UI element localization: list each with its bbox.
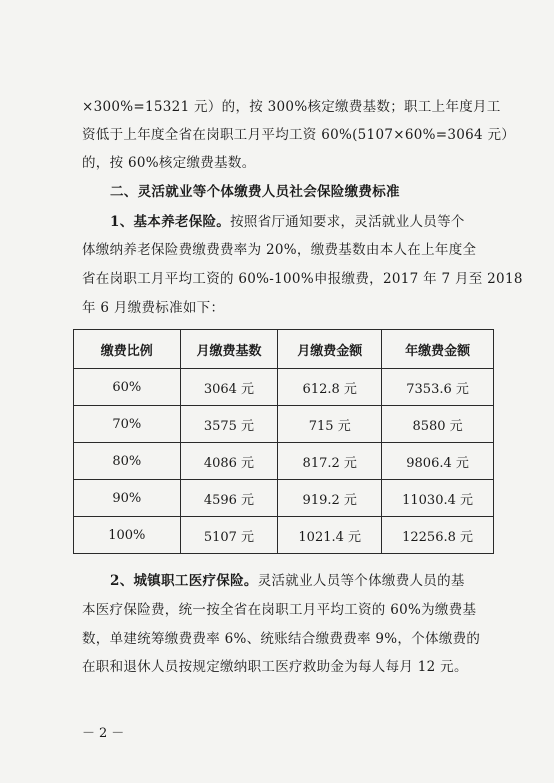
pension-first-line <box>110 212 510 232</box>
pension-text: 按照省厅通知要求，灵活就业人员等个 <box>230 214 465 230</box>
paragraph-line: 本医疗保险费，统一按全省在岗职工月平均工资的 60%为缴费基 <box>82 602 477 618</box>
paragraph-line: 在职和退休人员按规定缴纳职工医疗救助金为每人每月 12 元。 <box>82 659 468 675</box>
cell-monthly-amount: 715 元 <box>278 406 382 443</box>
cell-monthly-base: 4086 元 <box>180 443 278 480</box>
paragraph-line: 省在岗职工月平均工资的 60%-100%申报缴费，2017 年 7 月至 2018 <box>82 271 523 287</box>
table-row <box>74 517 494 554</box>
table-row <box>74 443 494 480</box>
cell-yearly-amount: 12256.8 元 <box>382 517 494 554</box>
cell-monthly-amount: 1021.4 元 <box>278 517 382 554</box>
paragraph-line: 资低于上年度全省在岗职工月平均工资 60%(5107×60%=3064 元） <box>82 127 516 143</box>
medical-first-line <box>110 571 510 591</box>
cell-ratio: 100% <box>74 517 181 554</box>
table-row <box>74 369 494 406</box>
pension-title: 1、基本养老保险。 <box>110 214 231 230</box>
header-yearly-amount: 年缴费金额 <box>382 330 494 369</box>
section-heading: 二、灵活就业等个体缴费人员社会保险缴费标准 <box>110 184 400 200</box>
cell-yearly-amount: 8580 元 <box>382 406 494 443</box>
cell-ratio: 80% <box>74 443 181 480</box>
cell-yearly-amount: 11030.4 元 <box>382 480 494 517</box>
cell-monthly-amount: 817.2 元 <box>278 443 382 480</box>
cell-yearly-amount: 9806.4 元 <box>382 443 494 480</box>
paragraph-line: 体缴纳养老保险费缴费费率为 20%，缴费基数由本人在上年度全 <box>82 242 477 258</box>
header-monthly-base: 月缴费基数 <box>180 330 278 369</box>
medical-text: 灵活就业人员等个体缴费人员的基 <box>257 573 465 589</box>
paragraph-line: 年 6 月缴费标准如下： <box>82 300 225 316</box>
cell-monthly-amount: 612.8 元 <box>278 369 382 406</box>
page-number: －2－ <box>82 726 129 741</box>
table-header-row <box>74 330 494 369</box>
cell-monthly-base: 3064 元 <box>180 369 278 406</box>
cell-yearly-amount: 7353.6 元 <box>382 369 494 406</box>
table-row <box>74 406 494 443</box>
header-ratio: 缴费比例 <box>74 330 181 369</box>
fee-table <box>73 329 494 554</box>
table-row <box>74 480 494 517</box>
paragraph-line: ×300%=15321 元）的，按 300%核定缴费基数；职工上年度月工 <box>82 99 501 115</box>
paragraph-line: 数，单建统筹缴费费率 6%、统账结合缴费费率 9%，个体缴费的 <box>82 631 481 647</box>
cell-monthly-base: 5107 元 <box>180 517 278 554</box>
cell-monthly-base: 3575 元 <box>180 406 278 443</box>
cell-ratio: 60% <box>74 369 181 406</box>
header-monthly-amount: 月缴费金额 <box>278 330 382 369</box>
cell-ratio: 90% <box>74 480 181 517</box>
cell-monthly-amount: 919.2 元 <box>278 480 382 517</box>
cell-ratio: 70% <box>74 406 181 443</box>
cell-monthly-base: 4596 元 <box>180 480 278 517</box>
paragraph-line: 的，按 60%核定缴费基数。 <box>82 155 256 171</box>
medical-title: 2、城镇职工医疗保险。 <box>110 573 258 589</box>
